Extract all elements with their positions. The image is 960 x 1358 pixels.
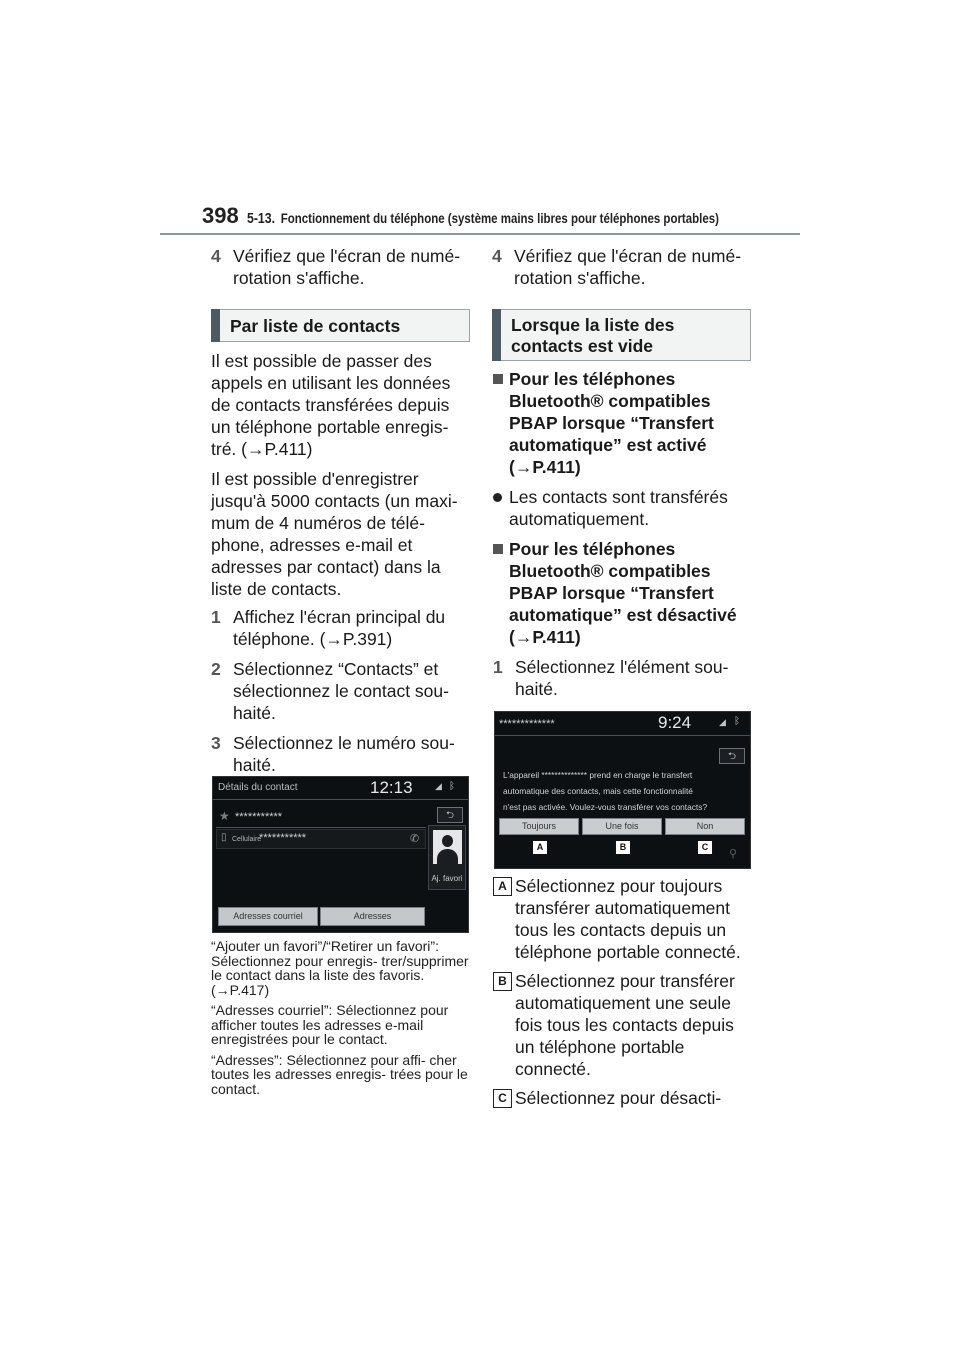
contact-details-screen: [212, 776, 469, 933]
call-icon: ✆: [410, 833, 420, 845]
section-title: [247, 210, 719, 227]
letter-box-a: A: [493, 877, 512, 896]
bullet-text: Les contacts sont transférés automatiquement.: [509, 487, 728, 529]
callout-a: A: [532, 840, 548, 855]
caption: “Adresses”: Sélectionnez pour affi- cher toutes les adresses enregis- trées pour le contact.: [211, 1051, 468, 1097]
avatar-body: [437, 849, 458, 864]
section-number: 5-13.: [247, 210, 276, 227]
option-text: Sélectionnez pour toujours transférer automatiquement tous les contacts depuis un téléphone portable connecté.: [515, 876, 741, 962]
phone-number: ***********: [259, 832, 307, 844]
bluetooth-icon: ᛒ: [734, 716, 740, 727]
heading-par-liste-de-contacts: [211, 309, 470, 342]
option-text: Sélectionnez pour désacti-: [515, 1088, 722, 1108]
divider: [216, 827, 426, 828]
no-button[interactable]: Non: [665, 818, 745, 835]
callout-c: C: [697, 840, 713, 855]
letter-box-c: C: [493, 1089, 512, 1108]
option-item-a: [493, 875, 751, 963]
step-text: Vérifiez que l'écran de numé- rotation s'affiche.: [233, 246, 461, 288]
step-text: Sélectionnez “Contacts” et sélectionnez le contact sou- haité.: [233, 659, 449, 723]
avatar: [433, 830, 462, 864]
square-bullet-icon: [493, 374, 503, 384]
step-number: 1: [211, 607, 221, 627]
paragraph: Il est possible de passer des appels en utilisant les données de contacts transférées depuis un téléphone portable enregis- tré. (→P.411): [211, 351, 451, 459]
bluetooth-icon: ᛒ: [449, 781, 455, 792]
search-icon: ⚲: [729, 848, 738, 860]
screen-clock: 12:13: [370, 778, 413, 797]
step-number: 4: [211, 246, 221, 266]
option-items: [493, 875, 751, 1109]
option-text: Sélectionnez pour transférer automatiquement une seule fois tous les contacts depuis un téléphone portable connecté.: [515, 971, 735, 1079]
condition-heading: [493, 368, 751, 478]
right-column-top: [492, 245, 747, 289]
right-body: [493, 368, 751, 700]
bullet-item: [493, 486, 751, 530]
condition-heading: [493, 538, 751, 648]
star-icon: ★: [219, 809, 230, 823]
step-text: Sélectionnez l'élément sou- haité.: [515, 657, 729, 699]
step-1: [211, 606, 466, 650]
back-button[interactable]: ⮌: [437, 807, 463, 823]
callout-b: B: [615, 840, 631, 855]
divider: [495, 735, 750, 736]
signal-icon: ◢: [435, 781, 442, 791]
header-rule: [160, 233, 800, 235]
favorite-button[interactable]: [428, 825, 466, 890]
caption: “Ajouter un favori”/“Retirer un favori”: Sélectionnez pour enregis- trer/supprimer le contact dans la liste des favoris. (→P.417): [211, 938, 469, 998]
step-text: Sélectionnez le numéro sou- haité.: [233, 733, 455, 775]
step-3: [211, 732, 466, 776]
dot-bullet-icon: [493, 493, 502, 502]
transfer-prompt-screen: [494, 711, 751, 869]
step-number: 1: [493, 657, 503, 677]
heading-text: Par liste de contacts: [230, 316, 401, 336]
phone-type: Cellulaire: [232, 836, 262, 843]
message-line: automatique des contacts, mais cette fonctionnalité: [503, 786, 693, 796]
step-number: 2: [211, 659, 221, 679]
once-button[interactable]: Une fois: [582, 818, 662, 835]
option-item-b: [493, 970, 751, 1080]
always-button[interactable]: Toujours: [499, 818, 579, 835]
message-line: n'est pas activée. Voulez-vous transférer vos contacts?: [503, 802, 708, 812]
condition-text: Pour les téléphones Bluetooth® compatibles PBAP lorsque “Transfert automatique” est désactivé (→P.411): [509, 539, 737, 647]
letter-box-b: B: [493, 972, 512, 991]
left-column: [211, 245, 466, 289]
device-name-masked: *************: [499, 718, 555, 730]
step-number: 3: [211, 733, 221, 753]
square-bullet-icon: [493, 544, 503, 554]
divider: [213, 799, 468, 800]
tab-adresses[interactable]: Adresses: [320, 907, 425, 926]
message-line: L'appareil ************** prend en charge le transfert: [503, 770, 693, 780]
screen-title: Détails du contact: [218, 782, 298, 793]
captions: [211, 939, 471, 1096]
condition-text: Pour les téléphones Bluetooth® compatibles PBAP lorsque “Transfert automatique” est activé (→P.411): [509, 369, 714, 477]
option-item-c: [493, 1087, 751, 1109]
left-body: [211, 350, 466, 776]
heading-liste-vide: [492, 309, 751, 361]
page-number: 398: [202, 203, 239, 228]
screen-clock: 9:24: [658, 713, 692, 732]
back-button[interactable]: ⮌: [719, 748, 745, 764]
signal-icon: ◢: [719, 717, 726, 727]
step-text: Affichez l'écran principal du téléphone. (→P.391): [233, 607, 446, 649]
step-1: [493, 656, 751, 700]
step-4: [492, 245, 747, 289]
section-title-text: Fonctionnement du téléphone (système mains libres pour téléphones portables): [280, 210, 719, 226]
contact-name: ***********: [235, 811, 283, 823]
heading-line-2: contacts est vide: [511, 336, 653, 356]
heading-line-1: Lorsque la liste des: [511, 315, 675, 335]
heading-accent-bar: [492, 309, 501, 361]
paragraph: Il est possible d'enregistrer jusqu'à 5000 contacts (un maxi- mum de 4 numéros de télé- phone, adresses e-mail et adresses par contact) dans la liste de contacts.: [211, 469, 458, 599]
favorite-label: Aj. favori: [431, 874, 463, 883]
caption: “Adresses courriel”: Sélectionnez pour afficher toutes les adresses e-mail enregistrées pour le contact.: [211, 1002, 449, 1047]
avatar-head: [442, 835, 453, 847]
step-4: [211, 245, 466, 289]
step-number: 4: [492, 246, 502, 266]
heading-accent-bar: [211, 309, 220, 342]
tab-adresses-courriel[interactable]: Adresses courriel: [218, 907, 318, 926]
step-2: [211, 658, 466, 724]
mobile-icon: ▯: [221, 832, 227, 843]
step-text: Vérifiez que l'écran de numé- rotation s'affiche.: [514, 246, 742, 288]
